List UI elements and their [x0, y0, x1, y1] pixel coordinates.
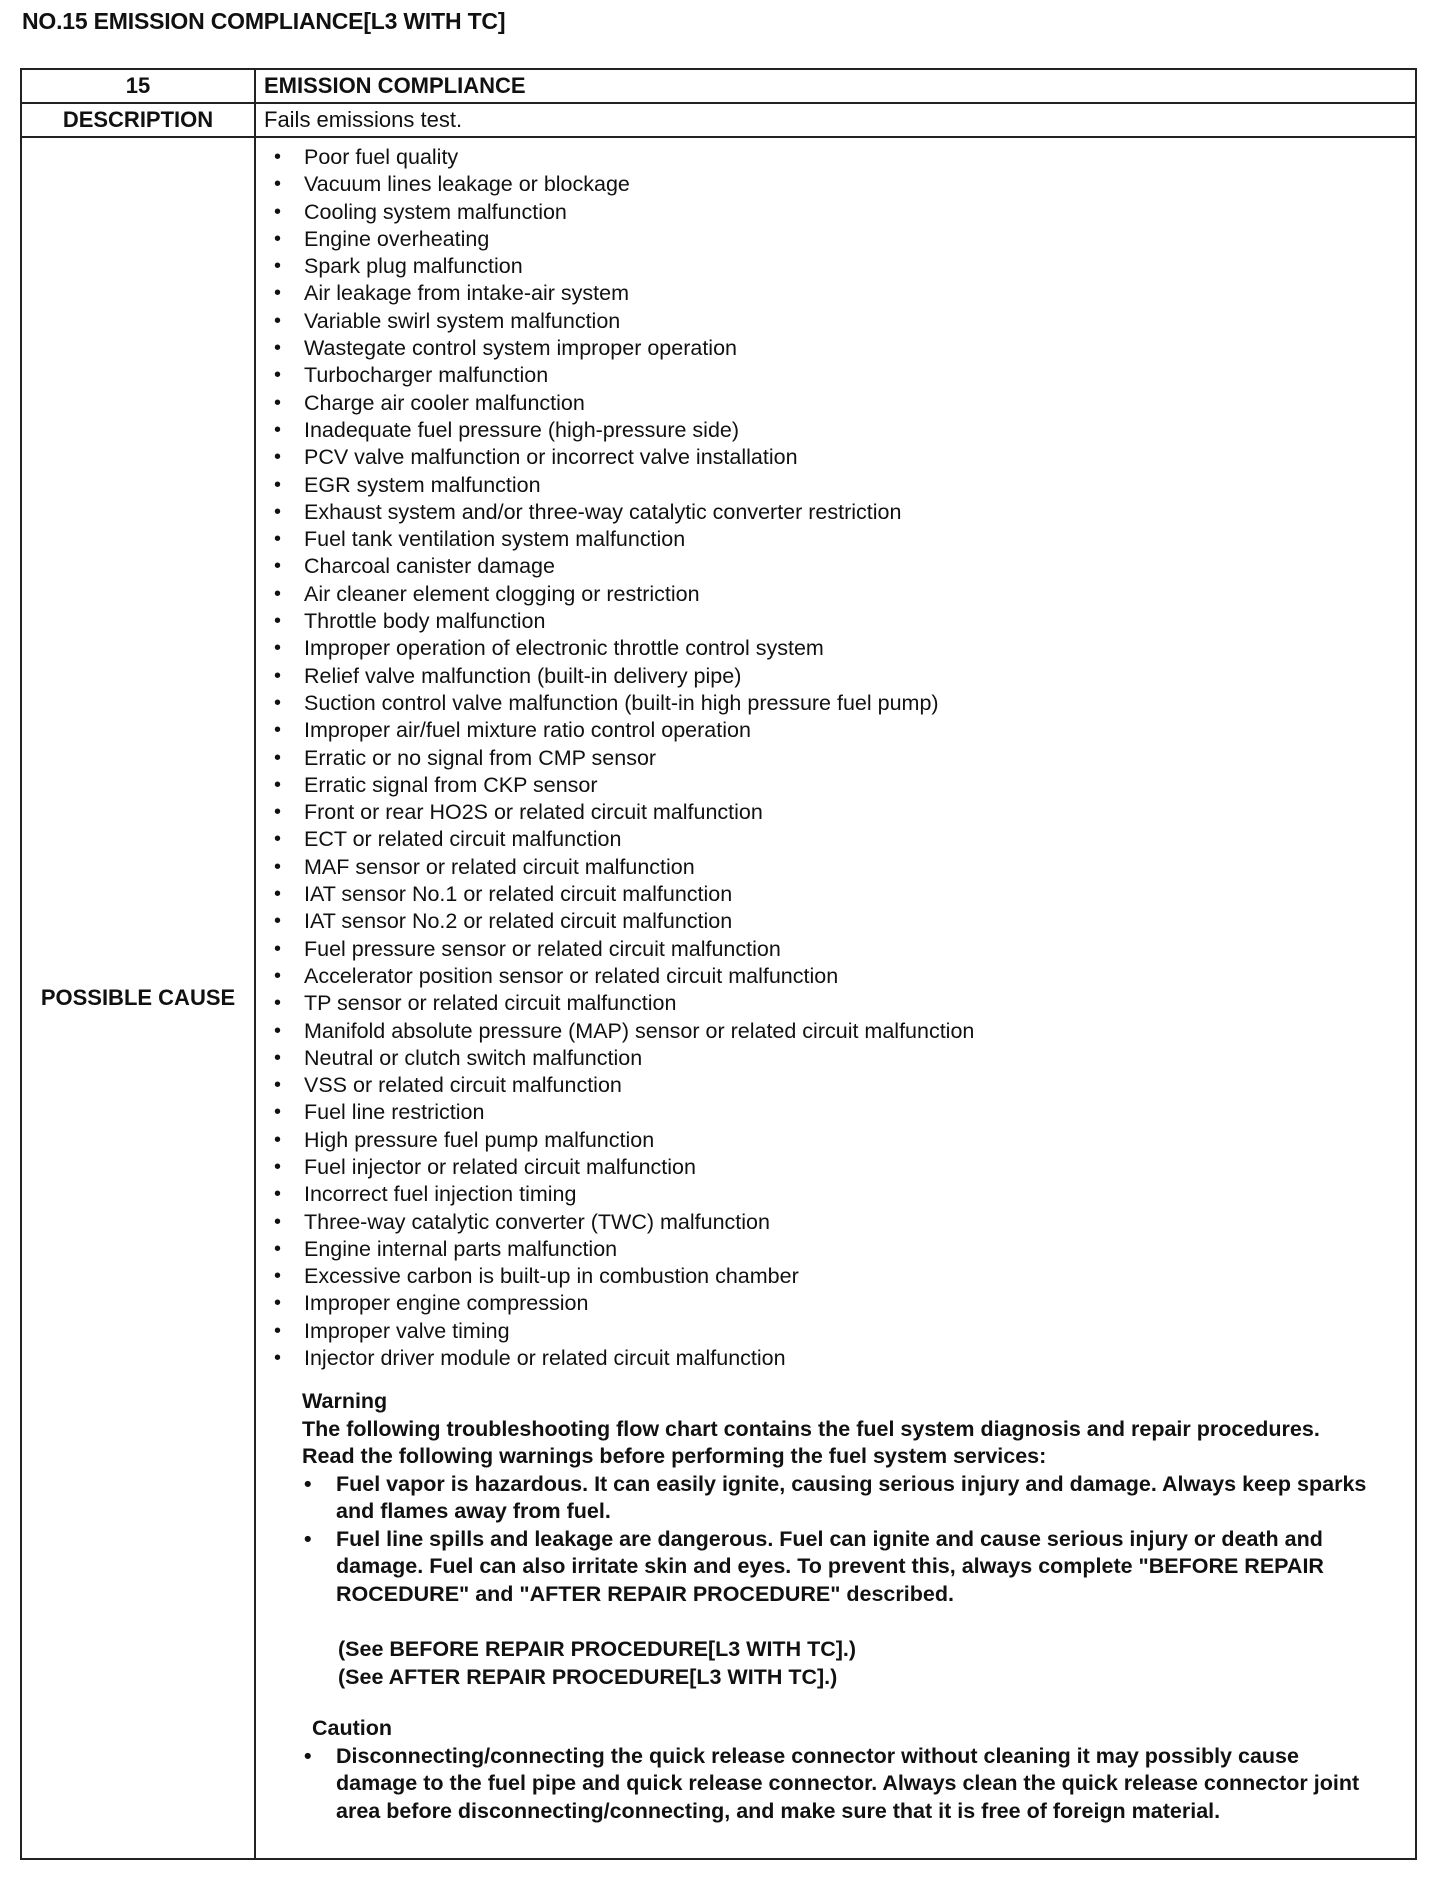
- header-row: [21, 69, 1416, 103]
- warning-title: Warning: [302, 1389, 388, 1414]
- warning-item: • Fuel line spills and leakage are dangerous. Fuel can ignite and cause serious injury or death and damage. Fuel can also irritate skin and eyes. To prevent this, always complete "BEFORE REPAIR ROCEDURE" and "AFTER REPAIR PROCEDURE" described.: [302, 1526, 1376, 1609]
- description-row: [21, 103, 1416, 137]
- cause-item: • High pressure fuel pump malfunction: [270, 1127, 1415, 1154]
- cause-item: • Three-way catalytic converter (TWC) malfunction: [270, 1209, 1415, 1236]
- cause-item: • Erratic or no signal from CMP sensor: [270, 745, 1415, 772]
- cause-item: • Charge air cooler malfunction: [270, 390, 1415, 417]
- cause-item: • Improper engine compression: [270, 1290, 1415, 1317]
- cause-item: • TP sensor or related circuit malfunction: [270, 990, 1415, 1017]
- possible-cause-body: [255, 137, 1416, 1859]
- cause-item: • Cooling system malfunction: [270, 199, 1415, 226]
- cause-item: • MAF sensor or related circuit malfunction: [270, 854, 1415, 881]
- number-cell: 15: [21, 69, 255, 103]
- cause-item: • Spark plug malfunction: [270, 253, 1415, 280]
- cause-item: • Fuel pressure sensor or related circuit malfunction: [270, 936, 1415, 963]
- cause-item: • Fuel tank ventilation system malfunction: [270, 526, 1415, 553]
- cause-item: • EGR system malfunction: [270, 472, 1415, 499]
- cause-item: • Poor fuel quality: [270, 144, 1415, 171]
- see-after-link[interactable]: (See AFTER REPAIR PROCEDURE[L3 WITH TC].): [338, 1664, 838, 1689]
- cause-item: • Neutral or clutch switch malfunction: [270, 1045, 1415, 1072]
- warning-item: • Fuel vapor is hazardous. It can easily ignite, causing serious injury and damage. Always keep sparks and flames away from fuel.: [302, 1471, 1376, 1526]
- cause-item: • Exhaust system and/or three-way catalytic converter restriction: [270, 499, 1415, 526]
- cause-list: [256, 144, 1415, 1372]
- page-title: NO.15 EMISSION COMPLIANCE[L3 WITH TC]: [22, 8, 506, 34]
- cause-item: • Relief valve malfunction (built-in delivery pipe): [270, 663, 1415, 690]
- cause-item: • Fuel line restriction: [270, 1099, 1415, 1126]
- cause-item: • IAT sensor No.1 or related circuit malfunction: [270, 881, 1415, 908]
- cause-item: • IAT sensor No.2 or related circuit malfunction: [270, 908, 1415, 935]
- warning-list: [302, 1471, 1415, 1609]
- possible-cause-label: POSSIBLE CAUSE: [21, 137, 255, 1859]
- cause-item: • Turbocharger malfunction: [270, 362, 1415, 389]
- cause-item: • Inadequate fuel pressure (high-pressure side): [270, 417, 1415, 444]
- cause-item: • Wastegate control system improper operation: [270, 335, 1415, 362]
- heading-cell: EMISSION COMPLIANCE: [255, 69, 1416, 103]
- cause-item: • Throttle body malfunction: [270, 608, 1415, 635]
- cause-item: • Manifold absolute pressure (MAP) sensor or related circuit malfunction: [270, 1018, 1415, 1045]
- cause-item: • Air leakage from intake-air system: [270, 280, 1415, 307]
- caution-title: Caution: [312, 1716, 393, 1741]
- description-label: DESCRIPTION: [21, 103, 255, 137]
- emission-compliance-table: [20, 68, 1417, 1860]
- see-references: [338, 1636, 1415, 1691]
- warning-text: The following troubleshooting flow chart contains the fuel system diagnosis and repair procedures. Read the following warnings before performing the fuel system services:: [302, 1416, 1320, 1469]
- cause-item: • ECT or related circuit malfunction: [270, 826, 1415, 853]
- cause-item: • Erratic signal from CKP sensor: [270, 772, 1415, 799]
- cause-item: • Variable swirl system malfunction: [270, 308, 1415, 335]
- cause-item: • Incorrect fuel injection timing: [270, 1181, 1415, 1208]
- cause-item: • Vacuum lines leakage or blockage: [270, 171, 1415, 198]
- possible-cause-row: [21, 137, 1416, 1859]
- see-before-link[interactable]: (See BEFORE REPAIR PROCEDURE[L3 WITH TC].): [338, 1637, 857, 1662]
- cause-item: • Engine internal parts malfunction: [270, 1236, 1415, 1263]
- notes-block: [302, 1388, 1415, 1825]
- cause-item: • VSS or related circuit malfunction: [270, 1072, 1415, 1099]
- cause-item: • PCV valve malfunction or incorrect valve installation: [270, 444, 1415, 471]
- cause-item: • Suction control valve malfunction (built-in high pressure fuel pump): [270, 690, 1415, 717]
- caution-list: [302, 1743, 1415, 1826]
- cause-item: • Improper valve timing: [270, 1318, 1415, 1345]
- cause-item: • Improper air/fuel mixture ratio control operation: [270, 717, 1415, 744]
- cause-item: • Charcoal canister damage: [270, 553, 1415, 580]
- cause-item: • Engine overheating: [270, 226, 1415, 253]
- cause-item: • Air cleaner element clogging or restriction: [270, 581, 1415, 608]
- description-value: Fails emissions test.: [255, 103, 1416, 137]
- cause-item: • Injector driver module or related circuit malfunction: [270, 1345, 1415, 1372]
- cause-item: • Front or rear HO2S or related circuit malfunction: [270, 799, 1415, 826]
- cause-item: • Excessive carbon is built-up in combustion chamber: [270, 1263, 1415, 1290]
- cause-item: • Fuel injector or related circuit malfunction: [270, 1154, 1415, 1181]
- caution-item: • Disconnecting/connecting the quick release connector without cleaning it may possibly cause damage to the fuel pipe and quick release connector. Always clean the quick release connector joint area before disconnecting/connecting, and make sure that it is free of foreign material.: [302, 1743, 1376, 1826]
- cause-item: • Accelerator position sensor or related circuit malfunction: [270, 963, 1415, 990]
- cause-item: • Improper operation of electronic throttle control system: [270, 635, 1415, 662]
